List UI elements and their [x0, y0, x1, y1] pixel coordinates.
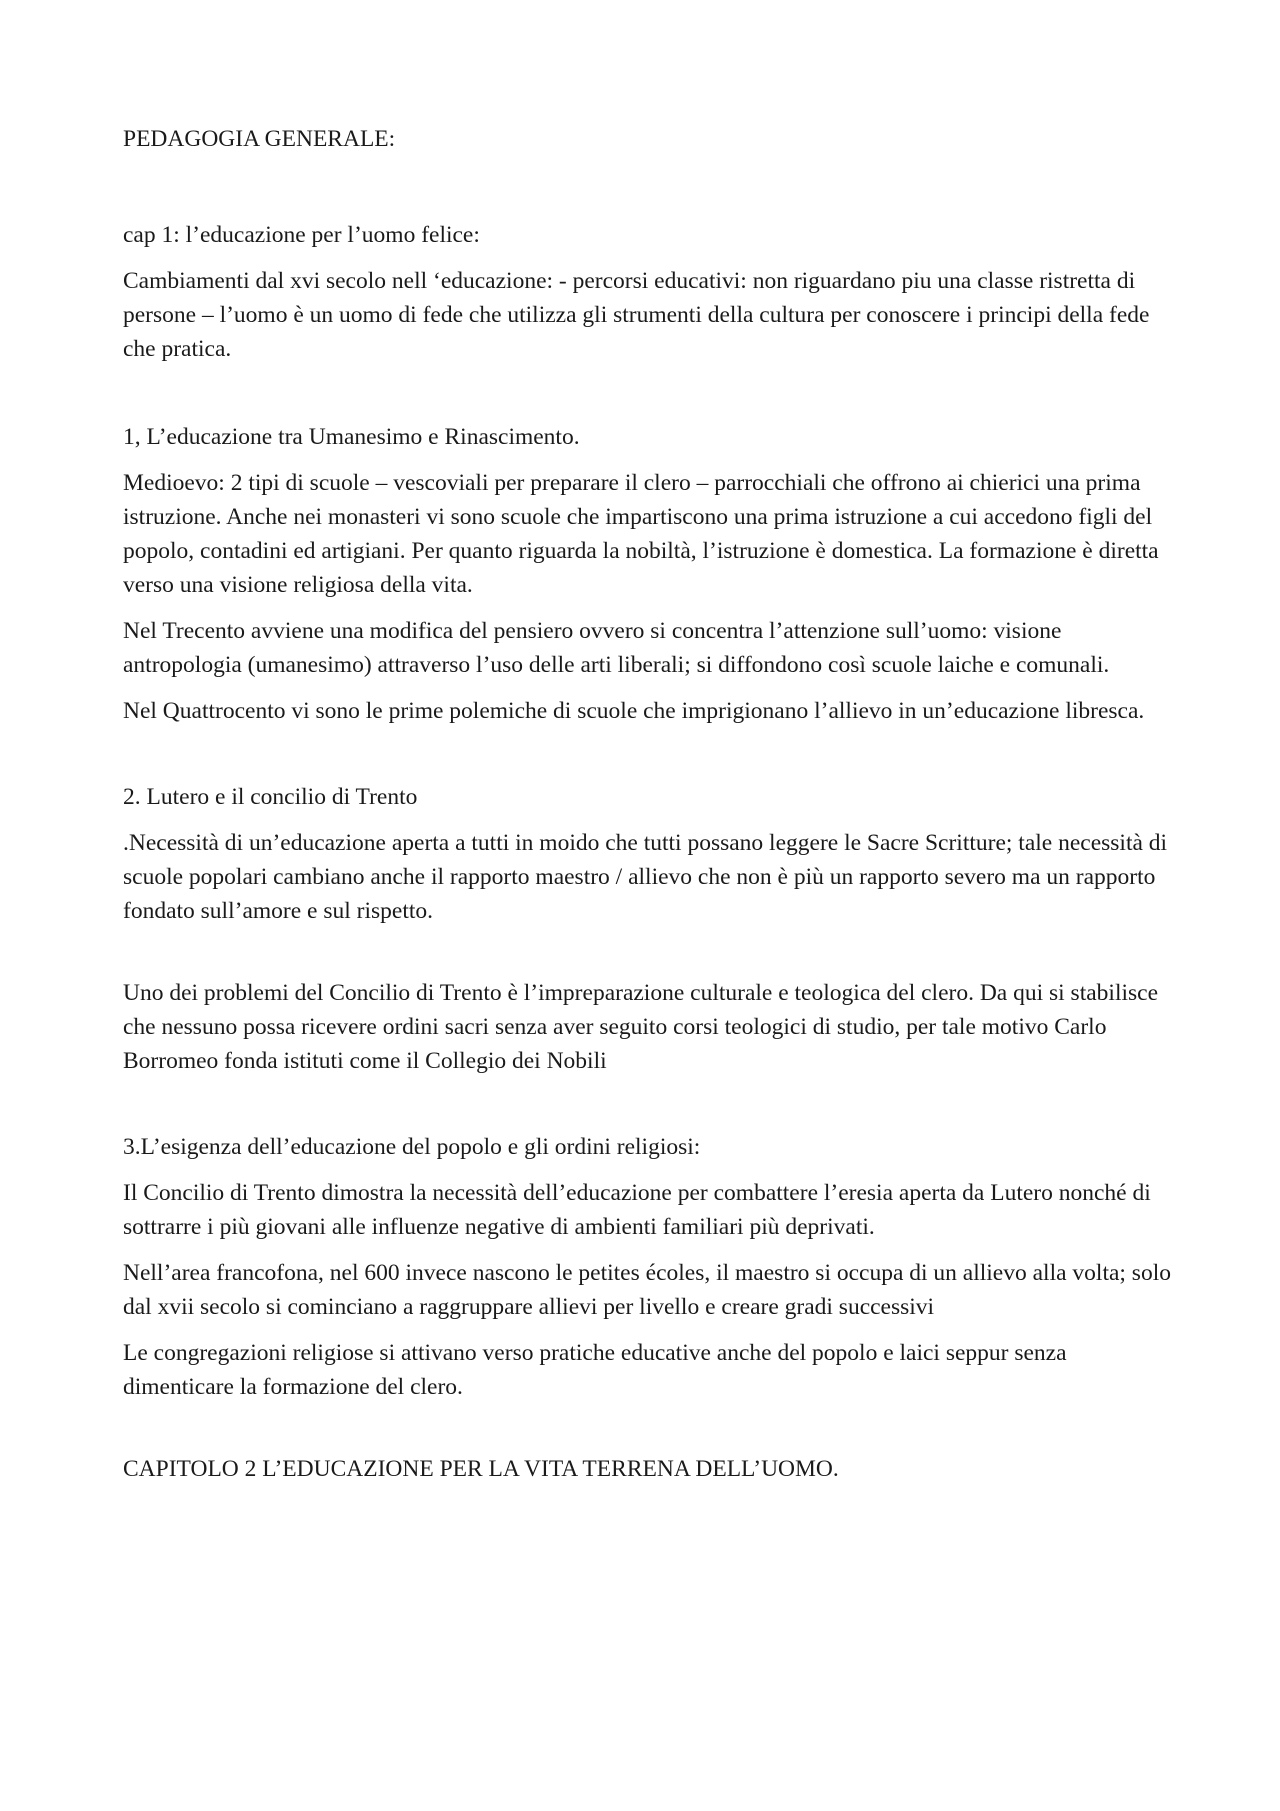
section-2-heading: 2. Lutero e il concilio di Trento: [123, 784, 418, 810]
section-1-paragraph-1: Medioevo: 2 tipi di scuole – vescoviali per preparare il clero – parrocchiali che offrono ai chierici una prima istruzione. Anche nei monasteri vi sono scuole che impartiscono una prima istruzione a cui accedono figli del popolo, contadini ed artigiani. Per quanto riguarda la nobiltà, l’istruzione è domestica. La formazione è diretta verso una visione religiosa della vita.: [123, 470, 1159, 598]
section-1-paragraph-2: Nel Trecento avviene una modifica del pensiero ovvero si concentra l’attenzione sull’uomo: visione antropologia (umanesimo) attraverso l’uso delle arti liberali; si diffondono così scuole laiche e comunali.: [123, 618, 1110, 678]
section-3-paragraph-2: Nell’area francofona, nel 600 invece nascono le petites écoles, il maestro si occupa di un allievo alla volta; solo dal xvii secolo si cominciano a raggruppare allievi per livello e creare gradi successivi: [123, 1260, 1171, 1320]
document-title: PEDAGOGIA GENERALE:: [123, 126, 396, 152]
section-2-paragraph-1: .Necessità di un’educazione aperta a tutti in moido che tutti possano leggere le Sacre Scritture; tale necessità di scuole popolari cambiano anche il rapporto maestro / allievo che non è più un rapporto severo ma un rapporto fondato sull’amore e sul rispetto.: [123, 830, 1168, 924]
chapter-1-heading: cap 1: l’educazione per l’uomo felice:: [123, 222, 480, 248]
document-page: [123, 122, 1173, 1486]
section-1-paragraph-3: Nel Quattrocento vi sono le prime polemiche di scuole che imprigionano l’allievo in un’educazione libresca.: [123, 698, 1145, 724]
section-3-paragraph-3: Le congregazioni religiose si attivano verso pratiche educative anche del popolo e laici seppur senza dimenticare la formazione del clero.: [123, 1340, 1067, 1400]
section-3-paragraph-1: Il Concilio di Trento dimostra la necessità dell’educazione per combattere l’eresia aperta da Lutero nonché di sottrarre i più giovani alle influenze negative di ambienti familiari più deprivati.: [123, 1180, 1151, 1240]
section-2-paragraph-2: Uno dei problemi del Concilio di Trento è l’impreparazione culturale e teologica del clero. Da qui si stabilisce che nessuno possa ricevere ordini sacri senza aver seguito corsi teologici di studio, per tale motivo Carlo Borromeo fonda istituti come il Collegio dei Nobili: [123, 980, 1159, 1074]
section-3-heading: 3.L’esigenza dell’educazione del popolo e gli ordini religiosi:: [123, 1134, 701, 1160]
chapter-2-heading: CAPITOLO 2 L’EDUCAZIONE PER LA VITA TERRENA DELL’UOMO.: [123, 1456, 839, 1482]
section-1-heading: 1, L’educazione tra Umanesimo e Rinascimento.: [123, 424, 580, 450]
chapter-1-intro: Cambiamenti dal xvi secolo nell ‘educazione: - percorsi educativi: non riguardano piu una classe ristretta di persone – l’uomo è un uomo di fede che utilizza gli strumenti della cultura per conoscere i principi della fede che pratica.: [123, 268, 1150, 362]
